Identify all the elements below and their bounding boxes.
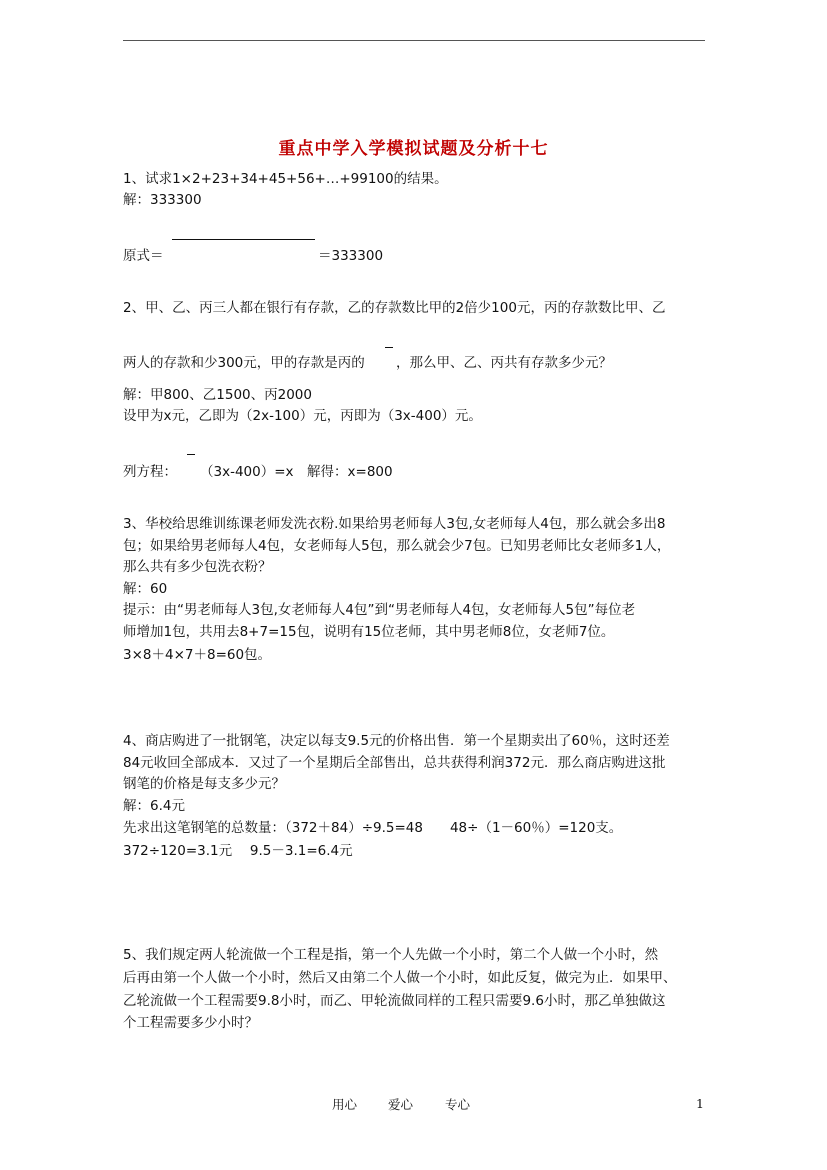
page-title: 重点中学入学模拟试题及分析十七 <box>278 139 549 159</box>
q2-equation: （3x-400）=x 解得：x=800 <box>200 464 393 480</box>
q2-equation-label: 列方程： <box>123 464 177 480</box>
q3-answer: 解：60 <box>123 581 168 597</box>
q2-answer: 解：甲800、乙1500、丙2000 <box>123 387 312 403</box>
q5-line3: 乙轮流做一个工程需要9.8小时，而乙、甲轮流做同样的工程只需要9.6小时，那乙单独做这 <box>123 993 666 1009</box>
q1-fraction-bar <box>172 239 315 240</box>
q4-line3: 钢笔的价格是每支多少元？ <box>123 776 285 792</box>
q4-answer: 解：6.4元 <box>123 798 185 814</box>
q3-calc: 3×8＋4×7＋8=60包。 <box>123 647 272 663</box>
q2-line2a: 两人的存款和少300元，甲的存款是丙的 <box>123 355 365 371</box>
q2-equation-fraction-bar <box>187 454 195 455</box>
q3-hint2: 师增加1包，共用去8+7=15包，说明有15位老师，其中男老师8位，女老师7位。 <box>123 624 615 640</box>
q5-line1: 5、我们规定两人轮流做一个工程是指，第一个人先做一个小时，第二个人做一个小时，然 <box>123 947 659 963</box>
header-rule <box>123 40 705 41</box>
q4-calc1: 先求出这笔钢笔的总数量：（372＋84）÷9.5=48 48÷（1－60％）=120支。 <box>123 820 623 836</box>
page-number: 1 <box>696 1096 704 1111</box>
q3-line1: 3、华校给思维训练课老师发洗衣粉.如果给男老师每人3包,女老师每人4包，那么就会多出8 <box>123 516 666 532</box>
q1-formula-right: ＝333300 <box>318 248 384 264</box>
q1-answer: 解：333300 <box>123 192 202 208</box>
q2-line1: 2、甲、乙、丙三人都在银行有存款，乙的存款数比甲的2倍少100元，丙的存款数比甲、乙 <box>123 300 666 316</box>
footer-item-2: 爱心 <box>388 1097 414 1112</box>
q2-fraction-bar <box>385 347 393 348</box>
footer-item-3: 专心 <box>445 1097 471 1112</box>
q4-calc2: 372÷120=3.1元 9.5－3.1=6.4元 <box>123 843 353 859</box>
q3-line2: 包；如果给男老师每人4包，女老师每人5包，那么就会少7包。已知男老师比女老师多1人， <box>123 538 671 554</box>
q4-line1: 4、商店购进了一批钢笔，决定以每支9.5元的价格出售．第一个星期卖出了60％，这时还差 <box>123 733 670 749</box>
q5-line2: 后再由第一个人做一个小时，然后又由第二个人做一个小时，如此反复，做完为止．如果甲、 <box>123 970 677 986</box>
q2-setup: 设甲为x元，乙即为（2x-100）元，丙即为（3x-400）元。 <box>123 408 482 424</box>
q3-line3: 那么共有多少包洗衣粉？ <box>123 559 272 575</box>
q1-question: 1、试求1×2+23+34+45+56+…+99100的结果。 <box>123 171 448 187</box>
q1-formula-left: 原式＝ <box>123 248 164 264</box>
q5-line4: 个工程需要多少小时？ <box>123 1015 258 1031</box>
footer-item-1: 用心 <box>332 1097 358 1112</box>
q4-line2: 84元收回全部成本．又过了一个星期后全部售出，总共获得利润372元．那么商店购进这批 <box>123 755 666 771</box>
q3-hint1: 提示：由“男老师每人3包,女老师每人4包”到“男老师每人4包，女老师每人5包”每位老 <box>123 602 636 618</box>
q2-line2b: ，那么甲、乙、丙共有存款多少元？ <box>396 355 612 371</box>
